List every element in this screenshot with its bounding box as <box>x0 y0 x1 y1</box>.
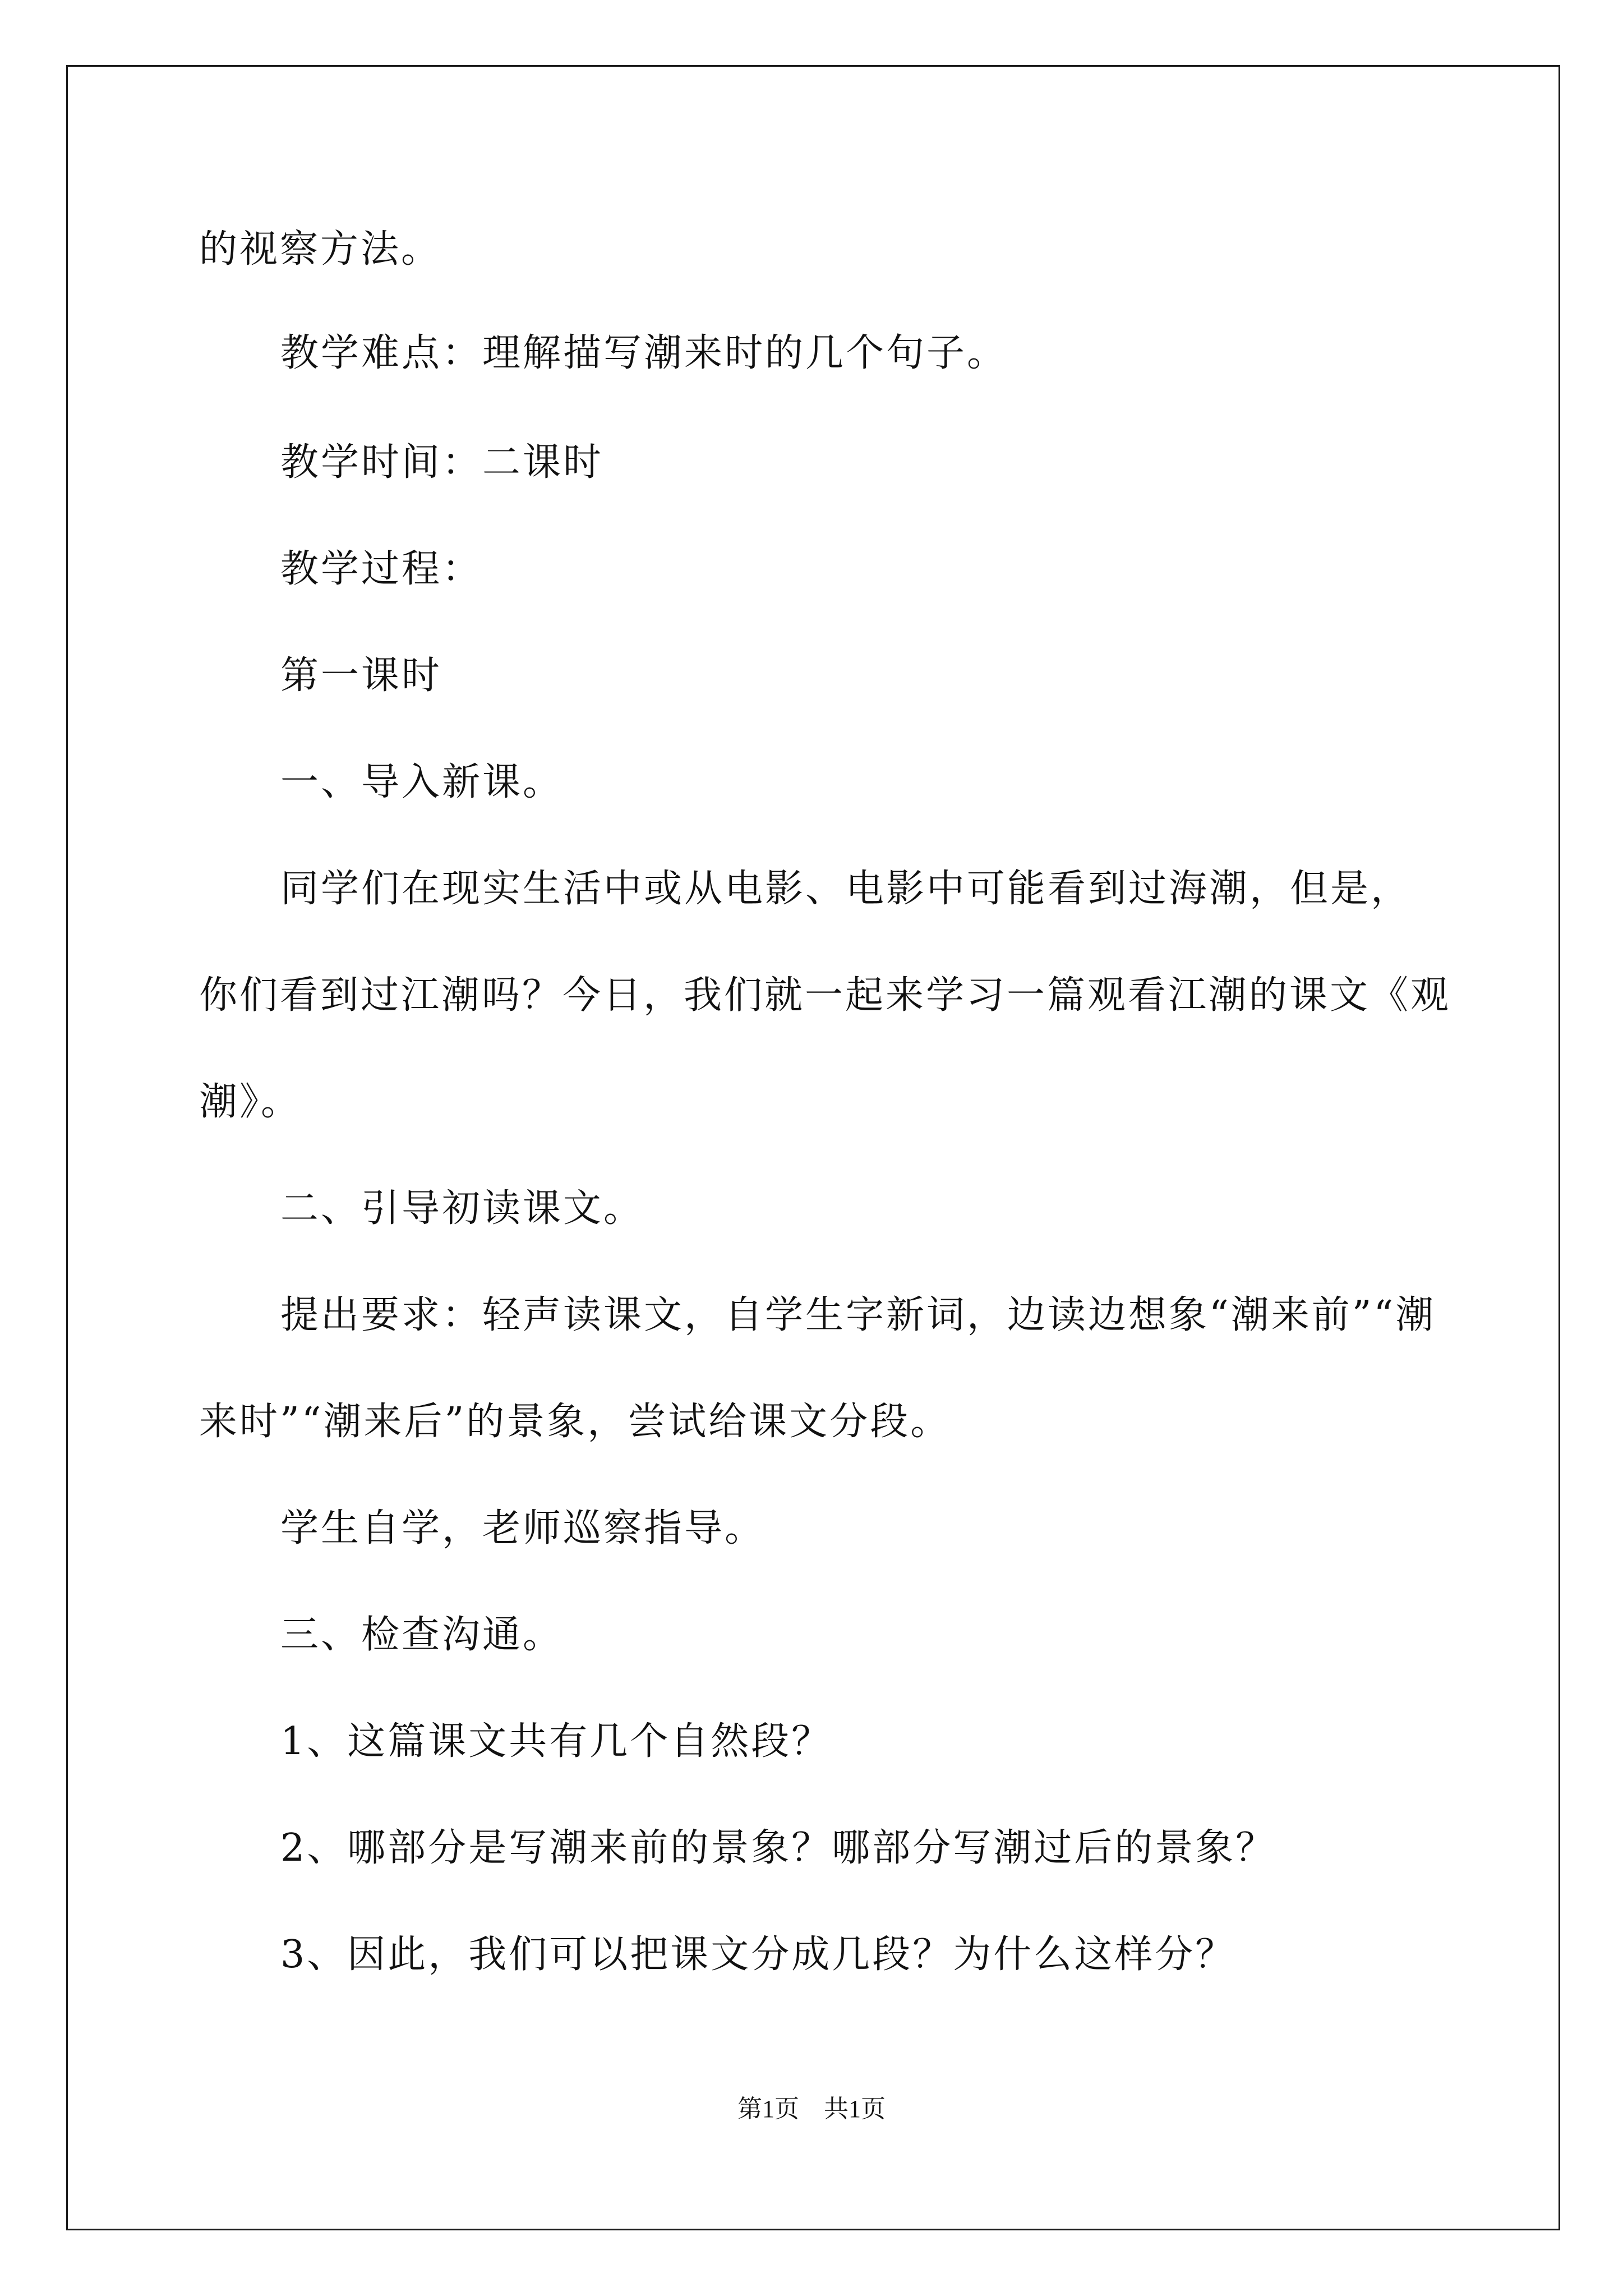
text-line: 教学过程： <box>280 547 483 591</box>
text-line: 三、检查沟通。 <box>280 1613 564 1657</box>
text-line: 教学时间：二课时 <box>280 440 604 485</box>
text-line: 同学们在现实生活中或从电影、电影中可能看到过海潮，但是， <box>280 867 1412 911</box>
text-line: 二、引导初读课文。 <box>280 1186 644 1231</box>
page-number-footer: 第1页 共1页 <box>737 2095 886 2123</box>
text-line: 1、这篇课文共有几个自然段？ <box>280 1719 832 1764</box>
text-line: 3、因此，我们可以把课文分成几段？为什么这样分？ <box>280 1932 1236 1977</box>
text-line: 提出要求：轻声读课文，自学生字新词，边读边想象“潮来前”“潮 <box>280 1293 1436 1337</box>
text-line: 你们看到过江潮吗？今日，我们就一起来学习一篇观看江潮的课文《观 <box>199 973 1451 1018</box>
text-line: 教学难点：理解描写潮来时的几个句子。 <box>280 331 1008 375</box>
text-line: 学生自学，老师巡察指导。 <box>280 1506 766 1550</box>
text-line: 潮》。 <box>199 1080 302 1124</box>
text-line: 第一课时 <box>280 654 442 698</box>
text-line: 一、导入新课。 <box>280 760 564 804</box>
text-line: 的视察方法。 <box>199 227 442 272</box>
text-line: 2、哪部分是写潮来前的景象？哪部分写潮过后的景象？ <box>280 1826 1276 1870</box>
text-line: 来时”“潮来后”的景象，尝试给课文分段。 <box>199 1400 951 1444</box>
